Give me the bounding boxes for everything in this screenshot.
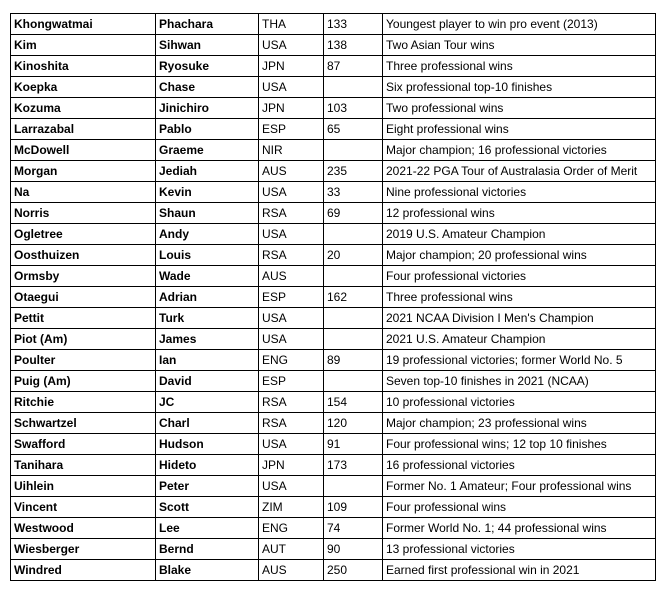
country-cell: ENG	[259, 518, 324, 539]
note-cell: 2021 U.S. Amateur Champion	[383, 329, 656, 350]
rank-cell: 133	[324, 14, 383, 35]
first-name-cell: Charl	[156, 413, 259, 434]
rank-cell: 69	[324, 203, 383, 224]
note-cell: 19 professional victories; former World No. 5	[383, 350, 656, 371]
note-cell: Youngest player to win pro event (2013)	[383, 14, 656, 35]
rank-cell: 87	[324, 56, 383, 77]
rank-cell: 138	[324, 35, 383, 56]
note-cell: 13 professional victories	[383, 539, 656, 560]
table-row	[11, 392, 656, 413]
last-name-cell: Ritchie	[11, 392, 156, 413]
last-name-cell: Vincent	[11, 497, 156, 518]
last-name-cell: Westwood	[11, 518, 156, 539]
first-name-cell: Louis	[156, 245, 259, 266]
first-name-cell: Ryosuke	[156, 56, 259, 77]
note-cell: Major champion; 23 professional wins	[383, 413, 656, 434]
first-name-cell: Jediah	[156, 161, 259, 182]
table-row	[11, 119, 656, 140]
last-name-cell: Oosthuizen	[11, 245, 156, 266]
rank-cell	[324, 329, 383, 350]
country-cell: RSA	[259, 245, 324, 266]
first-name-cell: Peter	[156, 476, 259, 497]
country-cell: ESP	[259, 371, 324, 392]
country-cell: AUS	[259, 560, 324, 581]
last-name-cell: Piot (Am)	[11, 329, 156, 350]
rank-cell	[324, 77, 383, 98]
table-row	[11, 203, 656, 224]
country-cell: JPN	[259, 455, 324, 476]
rank-cell: 20	[324, 245, 383, 266]
country-cell: USA	[259, 182, 324, 203]
country-cell: JPN	[259, 98, 324, 119]
table-row	[11, 161, 656, 182]
table-row	[11, 455, 656, 476]
country-cell: USA	[259, 35, 324, 56]
last-name-cell: Ogletree	[11, 224, 156, 245]
last-name-cell: Ormsby	[11, 266, 156, 287]
rank-cell: 173	[324, 455, 383, 476]
note-cell: Four professional wins; 12 top 10 finishes	[383, 434, 656, 455]
last-name-cell: McDowell	[11, 140, 156, 161]
table-row	[11, 476, 656, 497]
table-row	[11, 413, 656, 434]
country-cell: RSA	[259, 203, 324, 224]
first-name-cell: Scott	[156, 497, 259, 518]
country-cell: ENG	[259, 350, 324, 371]
table-row	[11, 560, 656, 581]
last-name-cell: Windred	[11, 560, 156, 581]
country-cell: USA	[259, 329, 324, 350]
players-table	[10, 13, 656, 581]
rank-cell: 120	[324, 413, 383, 434]
rank-cell: 250	[324, 560, 383, 581]
table-row	[11, 56, 656, 77]
note-cell: 16 professional victories	[383, 455, 656, 476]
rank-cell	[324, 371, 383, 392]
first-name-cell: Kevin	[156, 182, 259, 203]
table-row	[11, 518, 656, 539]
first-name-cell: James	[156, 329, 259, 350]
first-name-cell: David	[156, 371, 259, 392]
note-cell: Former No. 1 Amateur; Four professional wins	[383, 476, 656, 497]
note-cell: 2021-22 PGA Tour of Australasia Order of Merit	[383, 161, 656, 182]
rank-cell	[324, 308, 383, 329]
country-cell: THA	[259, 14, 324, 35]
note-cell: Major champion; 16 professional victories	[383, 140, 656, 161]
country-cell: AUS	[259, 161, 324, 182]
rank-cell: 74	[324, 518, 383, 539]
table-row	[11, 308, 656, 329]
last-name-cell: Koepka	[11, 77, 156, 98]
first-name-cell: Andy	[156, 224, 259, 245]
rank-cell: 65	[324, 119, 383, 140]
first-name-cell: Hideto	[156, 455, 259, 476]
last-name-cell: Pettit	[11, 308, 156, 329]
first-name-cell: Lee	[156, 518, 259, 539]
rank-cell: 90	[324, 539, 383, 560]
last-name-cell: Norris	[11, 203, 156, 224]
rank-cell	[324, 266, 383, 287]
country-cell: NIR	[259, 140, 324, 161]
first-name-cell: Phachara	[156, 14, 259, 35]
rank-cell: 109	[324, 497, 383, 518]
rank-cell: 33	[324, 182, 383, 203]
last-name-cell: Kim	[11, 35, 156, 56]
last-name-cell: Swafford	[11, 434, 156, 455]
last-name-cell: Wiesberger	[11, 539, 156, 560]
note-cell: Three professional wins	[383, 287, 656, 308]
rank-cell: 91	[324, 434, 383, 455]
country-cell: USA	[259, 434, 324, 455]
table-row	[11, 245, 656, 266]
country-cell: AUT	[259, 539, 324, 560]
first-name-cell: Chase	[156, 77, 259, 98]
table-row	[11, 497, 656, 518]
note-cell: Three professional wins	[383, 56, 656, 77]
first-name-cell: JC	[156, 392, 259, 413]
table-row	[11, 77, 656, 98]
last-name-cell: Morgan	[11, 161, 156, 182]
last-name-cell: Tanihara	[11, 455, 156, 476]
country-cell: ZIM	[259, 497, 324, 518]
country-cell: ESP	[259, 119, 324, 140]
table-row	[11, 539, 656, 560]
first-name-cell: Jinichiro	[156, 98, 259, 119]
note-cell: Earned first professional win in 2021	[383, 560, 656, 581]
note-cell: 10 professional victories	[383, 392, 656, 413]
note-cell: Former World No. 1; 44 professional wins	[383, 518, 656, 539]
first-name-cell: Sihwan	[156, 35, 259, 56]
first-name-cell: Ian	[156, 350, 259, 371]
country-cell: USA	[259, 77, 324, 98]
note-cell: Seven top-10 finishes in 2021 (NCAA)	[383, 371, 656, 392]
rank-cell: 89	[324, 350, 383, 371]
first-name-cell: Hudson	[156, 434, 259, 455]
rank-cell: 103	[324, 98, 383, 119]
first-name-cell: Turk	[156, 308, 259, 329]
table-row	[11, 371, 656, 392]
country-cell: JPN	[259, 56, 324, 77]
first-name-cell: Graeme	[156, 140, 259, 161]
country-cell: RSA	[259, 413, 324, 434]
note-cell: Six professional top-10 finishes	[383, 77, 656, 98]
last-name-cell: Otaegui	[11, 287, 156, 308]
last-name-cell: Uihlein	[11, 476, 156, 497]
rank-cell	[324, 476, 383, 497]
note-cell: Four professional victories	[383, 266, 656, 287]
table-row	[11, 140, 656, 161]
note-cell: Two professional wins	[383, 98, 656, 119]
rank-cell	[324, 140, 383, 161]
players-table-body	[11, 14, 656, 581]
first-name-cell: Shaun	[156, 203, 259, 224]
last-name-cell: Na	[11, 182, 156, 203]
table-row	[11, 35, 656, 56]
note-cell: Two Asian Tour wins	[383, 35, 656, 56]
last-name-cell: Kinoshita	[11, 56, 156, 77]
table-row	[11, 329, 656, 350]
table-row	[11, 224, 656, 245]
table-row	[11, 98, 656, 119]
country-cell: USA	[259, 476, 324, 497]
first-name-cell: Adrian	[156, 287, 259, 308]
rank-cell: 162	[324, 287, 383, 308]
rank-cell: 235	[324, 161, 383, 182]
note-cell: 2021 NCAA Division I Men's Champion	[383, 308, 656, 329]
first-name-cell: Pablo	[156, 119, 259, 140]
table-row	[11, 287, 656, 308]
last-name-cell: Schwartzel	[11, 413, 156, 434]
first-name-cell: Bernd	[156, 539, 259, 560]
country-cell: USA	[259, 224, 324, 245]
rank-cell	[324, 224, 383, 245]
country-cell: AUS	[259, 266, 324, 287]
note-cell: 2019 U.S. Amateur Champion	[383, 224, 656, 245]
note-cell: 12 professional wins	[383, 203, 656, 224]
table-row	[11, 182, 656, 203]
last-name-cell: Poulter	[11, 350, 156, 371]
country-cell: ESP	[259, 287, 324, 308]
country-cell: USA	[259, 308, 324, 329]
last-name-cell: Kozuma	[11, 98, 156, 119]
note-cell: Nine professional victories	[383, 182, 656, 203]
first-name-cell: Wade	[156, 266, 259, 287]
table-row	[11, 266, 656, 287]
rank-cell: 154	[324, 392, 383, 413]
last-name-cell: Khongwatmai	[11, 14, 156, 35]
note-cell: Four professional wins	[383, 497, 656, 518]
country-cell: RSA	[259, 392, 324, 413]
first-name-cell: Blake	[156, 560, 259, 581]
note-cell: Eight professional wins	[383, 119, 656, 140]
note-cell: Major champion; 20 professional wins	[383, 245, 656, 266]
table-row	[11, 350, 656, 371]
last-name-cell: Larrazabal	[11, 119, 156, 140]
table-row	[11, 434, 656, 455]
table-row	[11, 14, 656, 35]
last-name-cell: Puig (Am)	[11, 371, 156, 392]
